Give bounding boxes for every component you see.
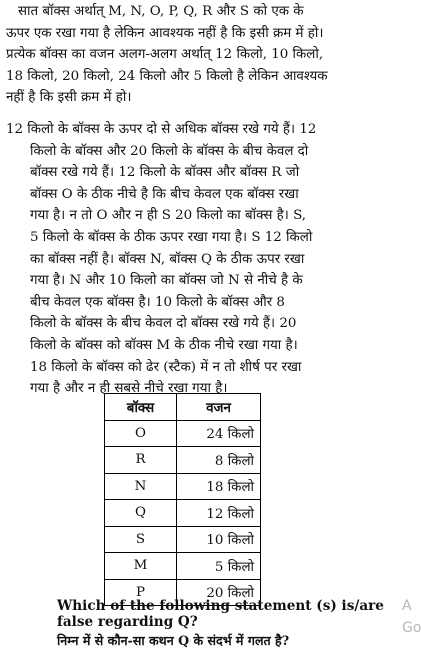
activation-watermark	[402, 595, 421, 639]
box-cell: S	[105, 526, 177, 553]
column-header-weight: वजन	[177, 394, 261, 421]
intro-paragraph	[6, 1, 410, 109]
clue-line: 5 किलो के बॉक्स के ठीक ऊपर रखा गया है। S 12 किलो	[30, 229, 313, 245]
box-cell: N	[105, 473, 177, 500]
table-row	[105, 526, 261, 553]
clue-line: 18 किलो के बॉक्स को ढेर (स्टैक) में न तो शीर्ष पर रखा	[30, 359, 302, 375]
table-row	[105, 447, 261, 474]
intro-line: नहीं है कि इसी क्रम में हो।	[6, 90, 132, 106]
clues-paragraph	[6, 119, 410, 400]
clue-line: किलो के बॉक्स को बॉक्स M के ठीक नीचे रखा गया है।	[30, 337, 298, 353]
weight-cell: 20 किलो	[177, 579, 261, 606]
weight-cell: 10 किलो	[177, 526, 261, 553]
weight-cell: 8 किलो	[177, 447, 261, 474]
box-cell: P	[105, 579, 177, 606]
intro-line: सात बॉक्स अर्थात् M, N, O, P, Q, R और S को एक के	[18, 4, 304, 19]
table-header-row	[105, 394, 261, 421]
clue-line: बीच केवल एक बॉक्स है। 10 किलो के बॉक्स और 8	[30, 294, 285, 310]
clue-line: किलो के बॉक्स के बीच केवल दो बॉक्स रखे गये हैं। 20	[30, 316, 297, 332]
clue-line: 12 किलो के बॉक्स के ऊपर दो से अधिक बॉक्स रखे गये हैं। 12	[6, 122, 317, 137]
table-row	[105, 553, 261, 580]
weight-cell: 24 किलो	[177, 420, 261, 447]
table-row	[105, 473, 261, 500]
column-header-box: बॉक्स	[105, 394, 177, 421]
clue-line: किलो के बॉक्स और 20 किलो के बॉक्स के बीच केवल दो	[30, 143, 309, 159]
intro-line: ऊपर एक रखा गया है लेकिन आवश्यक नहीं है कि इसी क्रम में हो।	[6, 25, 324, 41]
watermark-line: Go	[402, 620, 421, 636]
box-cell: M	[105, 553, 177, 580]
clue-line: गया है। N और 10 किलो का बॉक्स जो N से नीचे है के	[30, 273, 303, 289]
intro-line: 18 किलो, 20 किलो, 24 किलो और 5 किलो है लेकिन आवश्यक	[6, 68, 328, 84]
table-row	[105, 500, 261, 527]
box-cell: R	[105, 447, 177, 474]
clue-line: गया है और न ही सबसे नीचे रखा गया है।	[30, 381, 228, 397]
box-cell: O	[105, 420, 177, 447]
clue-line: बॉक्स O के ठीक नीचे है कि बीच केवल एक बॉक्स रखा	[30, 186, 299, 202]
question-hindi: निम्न में से कौन-सा कथन Q के संदर्भ में गलत है?	[57, 633, 290, 648]
weight-cell: 5 किलो	[177, 553, 261, 580]
clue-line: गया है। न तो O और न ही S 20 किलो का बॉक्स है। S,	[30, 208, 307, 224]
table-row	[105, 420, 261, 447]
clue-line: का बॉक्स नहीं है। बॉक्स N, बॉक्स Q के ठीक ऊपर रखा	[30, 251, 305, 267]
weight-cell: 18 किलो	[177, 473, 261, 500]
intro-line: प्रत्येक बॉक्स का वजन अलग-अलग अर्थात् 12 किलो, 10 किलो,	[6, 47, 324, 63]
question-english: Which of the following statement (s) is/are false regarding Q?	[57, 598, 384, 630]
box-weight-table	[104, 393, 261, 606]
box-cell: Q	[105, 500, 177, 527]
weight-cell: 12 किलो	[177, 500, 261, 527]
clue-line: बॉक्स रखे गये हैं। 12 किलो के बॉक्स और बॉक्स R जो	[30, 165, 300, 181]
watermark-line: A	[402, 598, 412, 614]
